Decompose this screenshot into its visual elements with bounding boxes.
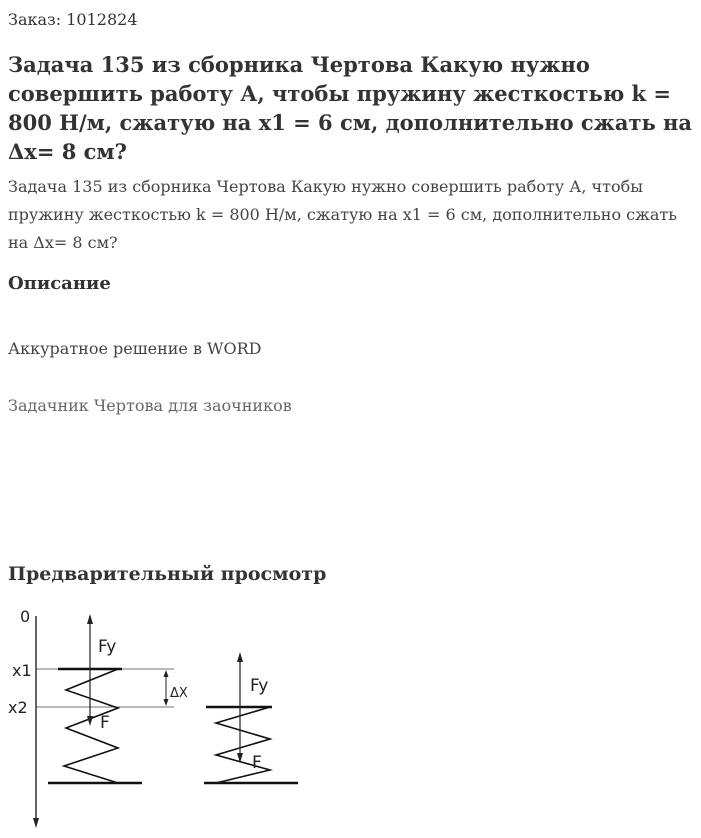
page-title: Задача 135 из сборника Чертова Какую нужно совершить работу А, чтобы пружину жесткостью k = 800 Н/м, сжатую на x1 = 6 см, дополнительно сжать на Δx= 8 см? — [8, 52, 693, 164]
right-fy-label: Fy — [250, 676, 269, 696]
delta-x-arrow-down-icon — [164, 699, 169, 706]
axis-zero-label: 0 — [20, 607, 31, 626]
preview-image — [8, 596, 338, 834]
left-f-arrow-head-icon — [87, 716, 93, 726]
x2-label: x2 — [8, 698, 28, 717]
right-fy-arrow-head-icon — [237, 652, 243, 662]
description-heading: Описание — [8, 273, 111, 294]
left-spring-coil — [64, 669, 118, 783]
x1-label: x1 — [12, 661, 32, 680]
preview-heading: Предварительный просмотр — [8, 563, 327, 585]
right-f-label: F — [252, 753, 262, 773]
description-solution-format: Аккуратное решение в WORD — [8, 339, 262, 358]
left-fy-label: Fy — [98, 637, 117, 657]
delta-x-arrow-up-icon — [164, 670, 169, 677]
task-question: Задача 135 из сборника Чертова Какую нужно совершить работу А, чтобы пружину жесткостью k = 800 Н/м, сжатую на x1 = 6 см, дополнительно сжать на Δx= 8 см? — [8, 177, 677, 252]
order-number: Заказ: 1012824 — [8, 10, 138, 29]
left-fy-arrow-head-icon — [87, 614, 93, 624]
axis-arrow-icon — [33, 818, 39, 828]
right-spring-coil — [216, 707, 270, 783]
left-f-label: F — [100, 713, 110, 733]
spring-diagram — [8, 596, 338, 834]
description-source: Задачник Чертова для заочников — [8, 396, 292, 415]
delta-x-label: ΔX — [170, 686, 188, 701]
